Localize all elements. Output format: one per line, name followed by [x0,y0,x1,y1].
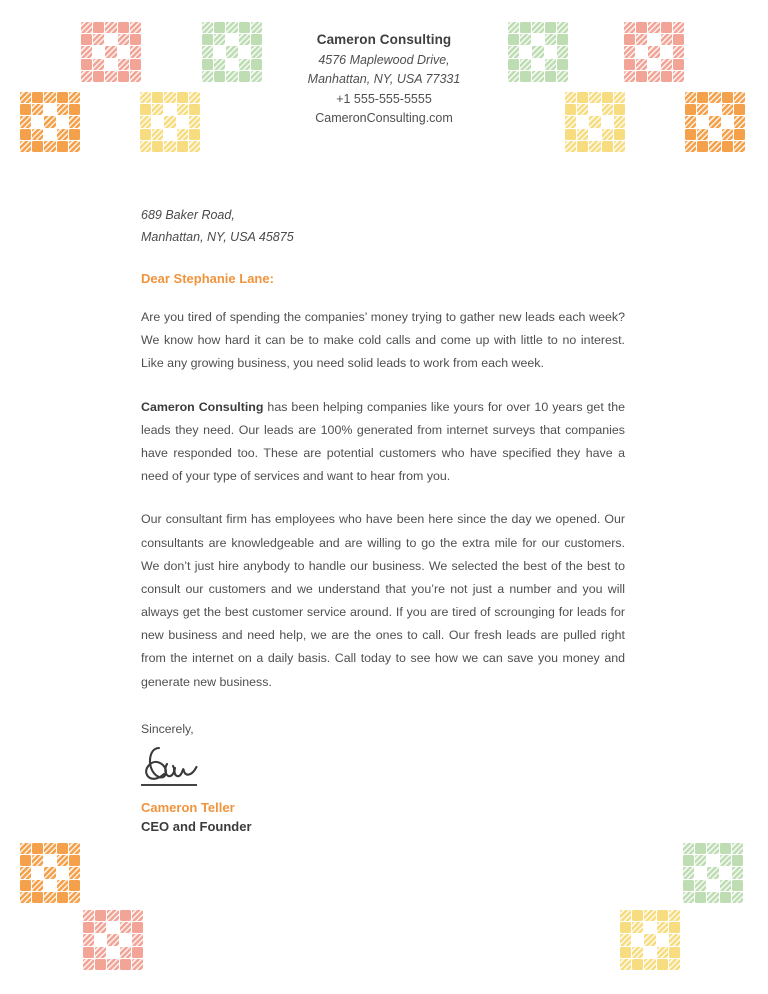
company-address-line-2: Manhattan, NY, USA 77331 [307,72,461,87]
motif-header-salmon-1 [81,22,141,82]
closing-line: Sincerely, [141,721,194,736]
body-paragraph-3: Our consultant firm has employees who have been here since the day we opened. Our consultants are knowledgeable and are willing to go the extra mile for our customers. We don’t just hire anybody to handle our business. We selected the best of the best to consult our customers and we understand that you’re not just a number and you will always get the best customer service around. If you are tired of scrounging for leads for new business and need help, we are the ones to call. Our fresh leads are pulled right from the internet on a daily basis. Call today to see how we can save you money and generate new business. [141,512,625,689]
motif-footer-yellow [620,910,680,970]
recipient-address-block [141,205,625,248]
signer-name: Cameron Teller [141,799,235,815]
company-website: CameronConsulting.com [315,111,453,126]
motif-header-orange-1 [20,92,80,152]
motif-header-green-2 [508,22,568,82]
company-name: Cameron Consulting [316,32,452,47]
salutation: Dear Stephanie Lane: [141,271,274,286]
letter-body [141,205,625,834]
motif-header-green-1 [202,22,262,82]
recipient-address-line-2: Manhattan, NY, USA 45875 [141,229,294,244]
company-address-line-1: 4576 Maplewood Drive, [318,52,450,67]
letterhead-header [0,0,768,175]
company-phone: +1 555-555-5555 [336,91,432,106]
motif-header-yellow-2 [565,92,625,152]
handwritten-signature-icon [141,742,205,786]
motif-footer-orange [20,843,80,903]
body-paragraph-2-text: has been helping companies like yours for over 10 years get the leads they need. Our leads are 100% generated from internet surveys that companies have responded too. These are potential customers who have specified they have a need of your type of services and want to hear from you. [141,399,626,484]
motif-header-orange-2 [685,92,745,152]
body-paragraph-1: Are you tired of spending the companies’ money trying to gather new leads each week? We know how hard it can be to make cold calls and come up with little to no interest. Like any growing business, you need solid leads to work from each week. [141,310,625,371]
motif-header-yellow-1 [140,92,200,152]
body-paragraph-2-company-emphasis: Cameron Consulting [141,399,264,414]
recipient-address-line-1: 689 Baker Road, [141,208,235,222]
company-info-block [264,30,504,128]
motif-footer-green [683,843,743,903]
motif-footer-salmon [83,910,143,970]
motif-header-salmon-2 [624,22,684,82]
signer-title: CEO and Founder [141,818,252,834]
body-paragraph-2 [141,396,625,489]
